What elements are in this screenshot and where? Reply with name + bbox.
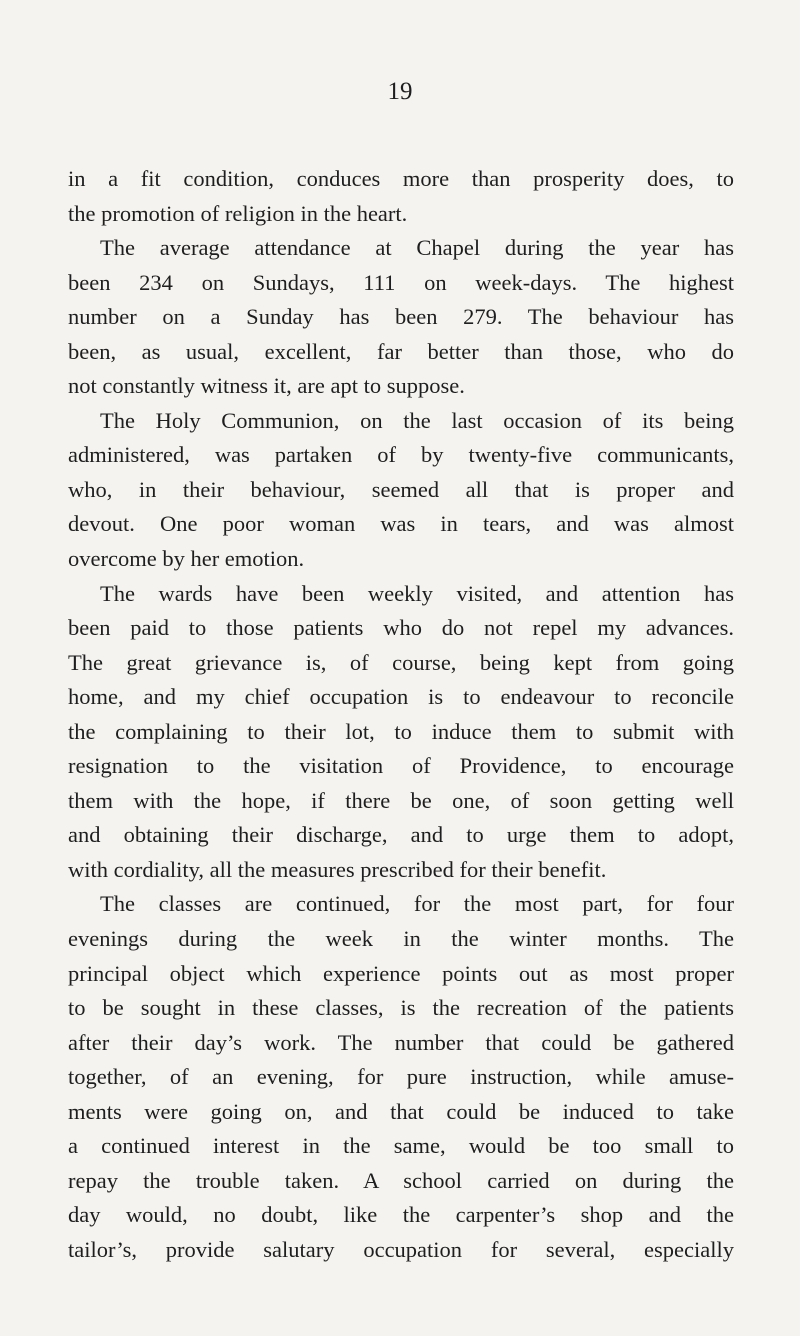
text-line: not constantly witness it, are apt to suppose. [68, 373, 465, 399]
paragraph [68, 231, 734, 404]
text-line: been, as usual, excellent, far better than those, who do [68, 338, 734, 364]
paragraph [68, 577, 734, 888]
text-line: administered, was partaken of by twenty-five communicants, [68, 442, 734, 468]
text-line: been 234 on Sundays, 111 on week-days. The highest [68, 269, 734, 295]
text-line: the promotion of religion in the heart. [68, 200, 408, 226]
text-line: The average attendance at Chapel during the year has [100, 235, 734, 261]
text-line: who, in their behaviour, seemed all that is proper and [68, 476, 734, 502]
text-line: overcome by her emotion. [68, 546, 305, 572]
text-line: principal object which experience points out as most proper [68, 960, 734, 986]
text-line: resignation to the visitation of Providence, to encourage [68, 753, 734, 779]
text-line: a continued interest in the same, would be too small to [68, 1133, 734, 1159]
text-line: number on a Sunday has been 279. The behaviour has [68, 304, 734, 330]
text-line: evenings during the week in the winter months. The [68, 926, 734, 952]
text-line: together, of an evening, for pure instruction, while amuse- [68, 1064, 734, 1090]
text-line: The great grievance is, of course, being kept from going [68, 649, 734, 675]
page-number: 19 [387, 78, 413, 105]
text-line: to be sought in these classes, is the recreation of the patients [68, 995, 734, 1021]
text-line: in a fit condition, conduces more than prosperity does, to [68, 166, 734, 191]
text-line: been paid to those patients who do not repel my advances. [68, 615, 734, 641]
text-line: the complaining to their lot, to induce them to submit with [68, 718, 734, 744]
text-line: with cordiality, all the measures prescribed for their benefit. [68, 856, 607, 882]
text-line: and obtaining their discharge, and to urge them to adopt, [68, 822, 734, 848]
text-line: The wards have been weekly visited, and attention has [100, 580, 734, 606]
text-line: devout. One poor woman was in tears, and was almost [68, 511, 734, 537]
text-line: after their day’s work. The number that could be gathered [68, 1029, 734, 1055]
paragraph [68, 887, 734, 1267]
text-line: them with the hope, if there be one, of soon getting well [68, 787, 734, 813]
text-line: The Holy Communion, on the last occasion of its being [100, 407, 734, 433]
paragraph [68, 404, 734, 577]
text-line: The classes are continued, for the most part, for four [100, 891, 734, 917]
text-line: day would, no doubt, like the carpenter’s shop and the [68, 1202, 734, 1228]
text-line: ments were going on, and that could be induced to take [68, 1098, 734, 1124]
body-text [68, 162, 734, 1268]
paragraph [68, 162, 734, 231]
text-line: tailor’s, provide salutary occupation for several, especially [68, 1236, 734, 1262]
text-line: home, and my chief occupation is to endeavour to reconcile [68, 684, 734, 710]
text-line: repay the trouble taken. A school carried on during the [68, 1167, 734, 1193]
